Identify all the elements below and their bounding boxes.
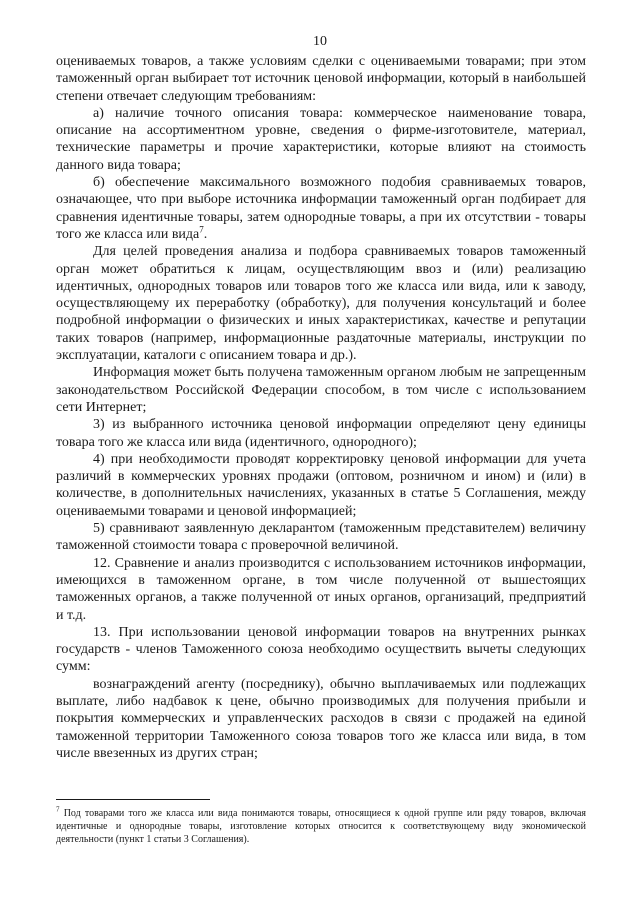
footnote-reference: 7 [199,224,204,235]
paragraph-item-b: б) обеспечение максимального возможного подобия сравниваемых товаров, означающее, что при выборе источника информации таможенный орган подбирает для сравнения идентичные товары, затем однородные товары, а при их отсутствии - товары того же класса или вида$^7$. [56,175,586,242]
paragraph-information-source: Информация может быть получена таможенным органом любым не запрещенным законодательством Российской Федерации способом, в том числе с использованием сети Интернет; [56,365,586,415]
footnote-text: Под товарами того же класса или вида понимаются товары, относящиеся к одной группе или ряду товаров, включая идентичные и однородные товары, изготовление которых относится к соответствующему виду экономической деятельности (пункт 1 статьи 3 Соглашения). [56,808,587,845]
page-number: 10 [313,34,327,49]
footnote-divider [56,799,210,800]
paragraph-continuation: оцениваемых товаров, а также условиям сделки с оцениваемыми товарами; при этом таможенный орган выбирает тот источник ценовой информации, который в наибольшей степени отвечает следующим требованиям: [56,54,586,104]
paragraph-agent-remuneration: вознаграждений агенту (посреднику), обычно выплачиваемых или подлежащих выплате, либо надбавок к цене, обычно производимых для получения прибыли и покрытия коммерческих и управленческих расходов в связи с продажей на единой таможенной территории Таможенного союза товаров того же класса или вида, в том числе ввезенных из других стран; [56,676,586,761]
body-text [56,53,586,762]
paragraph-item-b-text: б) обеспечение максимального возможного подобия сравниваемых товаров, означающее, что при выборе источника информации таможенный орган подбирает для сравнения идентичные товары, затем однородные товары, а при их отсутствии - товары того же класса или вида [56,175,586,242]
footnote-marker: 7 [56,805,60,814]
paragraph-clause-13: 13. При использовании ценовой информации товаров на внутренних рынках государств - членов Таможенного союза необходимо осуществить вычеты следующих сумм: [56,624,586,675]
paragraph-clause-12: 12. Сравнение и анализ производится с использованием источников информации, имеющихся в таможенном органе, в том числе полученной от вышестоящих таможенных органов, а также полученной от иных органов, организаций, предприятий и т.д. [56,555,586,623]
paragraph-step-3: 3) из выбранного источника ценовой информации определяют цену единицы товара того же класса или вида (идентичного, однородного); [56,417,586,450]
footnote [56,807,586,846]
paragraph-step-4: 4) при необходимости проводят корректировку ценовой информации для учета различий в коммерческих уровнях продажи (оптовом, розничном и ином) и (или) в количестве, в дополнительных начислениях, указанных в статье 5 Соглашения, между оцениваемыми товарами и ценовой информацией; [56,451,586,519]
paragraph-item-a: а) наличие точного описания товара: коммерческое наименование товара, описание на ассортиментном уровне, сведения о фирме-изготовителе, материал, технические параметры и прочие характеристики, которые влияют на стоимость данного вида товара; [56,105,586,173]
paragraph-step-5: 5) сравнивают заявленную декларантом (таможенным представителем) величину таможенной стоимости товара с проверочной величиной. [56,521,586,554]
paragraph-analysis-purpose: Для целей проведения анализа и подбора сравниваемых товаров таможенный орган может обратиться к лицам, осуществляющим ввоз и (или) реализацию идентичных, однородных товаров или товаров того же класса или вида, или к заводу, осуществляющему их переработку (обработку), для получения консультаций и более подробной информации о физических и иных характеристиках, качестве и репутации таких товаров (например, информационные раздаточные материалы, инструкции по эксплуатации, каталоги с описанием товара и др.). [56,244,586,364]
